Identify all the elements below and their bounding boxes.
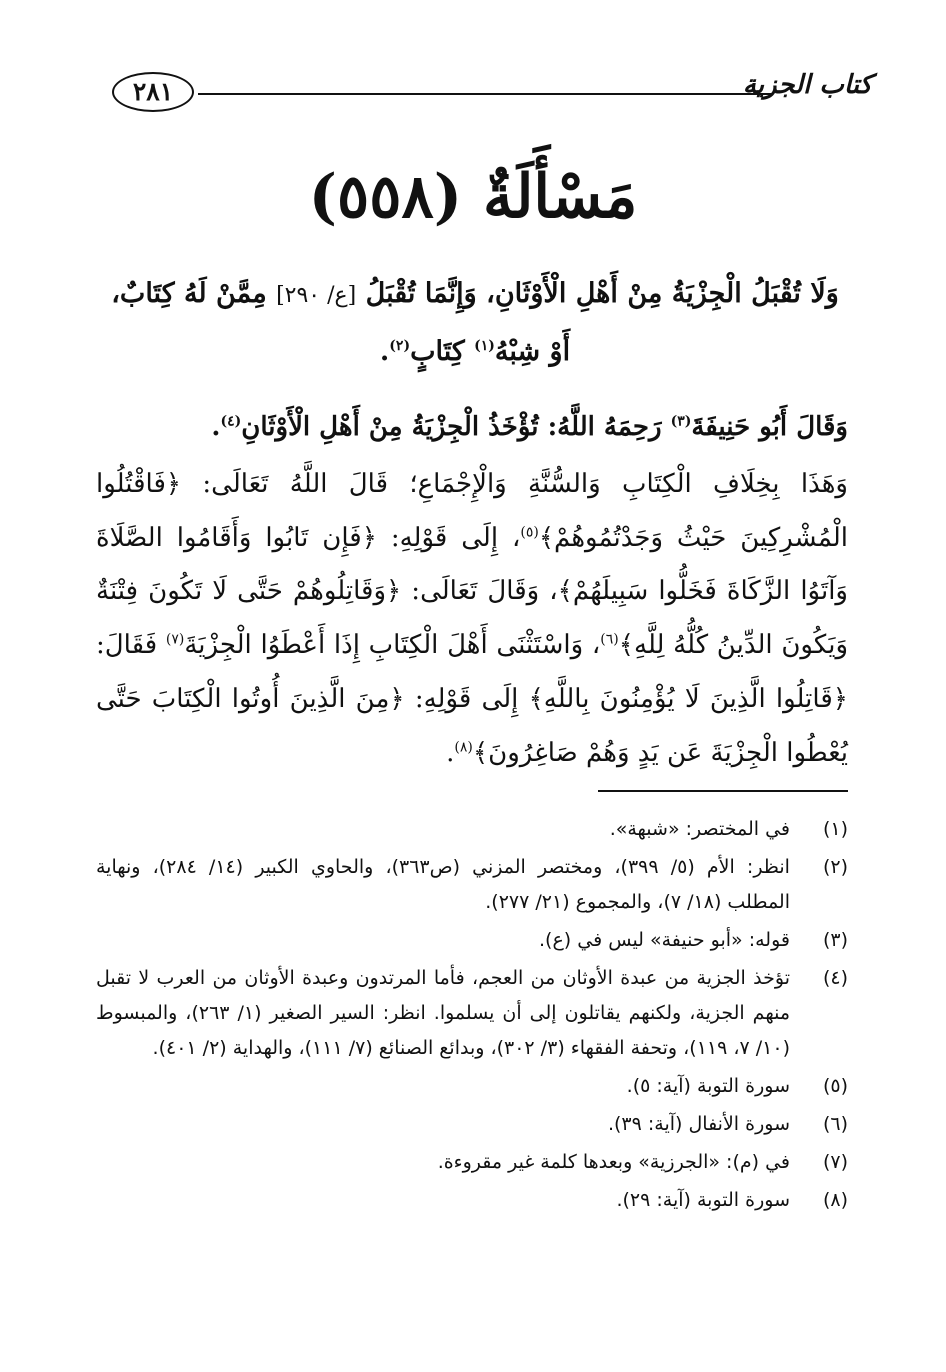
footnote-text: سورة التوبة (آية: ٥). <box>626 1075 790 1097</box>
footnote-ref[interactable]: (٧) <box>165 631 185 648</box>
footnote-item <box>96 812 848 847</box>
footnote-item <box>96 850 848 920</box>
running-header <box>112 68 872 112</box>
footnote-number: (٢) <box>822 856 848 878</box>
statement-text: كِتَابٍ <box>410 336 475 367</box>
book-title: كتاب الجزية <box>742 70 872 100</box>
footnote-separator <box>598 790 848 792</box>
argument-text: وَهَذَا بِخِلَافِ الْكِتَابِ وَالسُّنَّةِ وَالْإِجْمَاعِ؛ قَالَ اللَّهُ تَعَالَى: ﴿فَاقْتُلُوا الْمُشْرِكِينَ حَيْثُ وَجَدْتُمُوهُمْ﴾ <box>96 469 849 553</box>
footnote-ref[interactable]: (٢) <box>389 338 411 354</box>
footnote-text: في (م): «الجرزية» وبعدها كلمة غير مقروءة. <box>437 1151 790 1173</box>
opinion-text: رَحِمَهُ اللَّهُ: تُؤْخَذُ الْجِزْيَةُ مِنْ أَهْلِ الْأَوْثَانِ <box>241 412 671 442</box>
footnote-ref[interactable]: (٦) <box>600 631 619 648</box>
page-number: ٢٨١ <box>112 72 194 112</box>
footnote-text: انظر: الأم (٥/ ٣٩٩)، ومختصر المزني (ص٣٦٣)، والحاوي الكبير (١٤/ ٢٨٤)، ونهاية المطلب (١٨/ ٧)، والمجموع (٢١/ ٢٧٧). <box>96 856 790 913</box>
footnote-number: (٧) <box>822 1151 848 1173</box>
footnote-item <box>96 961 848 1066</box>
statement-text: وَلَا تُقْبَلُ الْجِزْيَةُ مِنْ أَهْلِ الْأَوْثَانِ، وَإِنَّمَا تُقْبَلُ <box>356 278 839 309</box>
footnote-item <box>96 1069 848 1104</box>
header-rule <box>198 93 772 95</box>
argument-paragraph <box>96 458 848 780</box>
argument-text: ، إِلَى قَوْلِهِ: ﴿فَإِن تَابُوا وَأَقَامُوا الصَّلَاةَ وَآتَوُا الزَّكَاةَ فَخَلُّوا سَبِيلَهُمْ﴾، وَقَالَ تَعَالَى: ﴿وَقَاتِلُوهُمْ حَتَّى لَا تَكُونَ فِتْنَةٌ وَيَكُونَ الدِّينُ كُلُّهُ لِلَّهِ﴾ <box>96 522 849 661</box>
footnote-ref[interactable]: (١) <box>474 338 495 354</box>
opinion-end: . <box>211 412 221 442</box>
footnote-ref[interactable]: (٨) <box>454 738 473 755</box>
footnote-number: (٤) <box>822 967 848 989</box>
argument-text: فَقَالَ: ﴿قَاتِلُوا الَّذِينَ لَا يُؤْمِنُونَ بِاللَّهِ﴾ إِلَى قَوْلِهِ: ﴿مِنَ الَّذِينَ أُوتُوا الْكِتَابَ حَتَّى يُعْطُوا الْجِزْيَةَ عَن يَدٍ وَهُمْ صَاغِرُونَ﴾ <box>96 630 848 768</box>
manuscript-marker: [ع/ ٢٩٠] <box>276 283 357 308</box>
footnote-item <box>96 923 848 958</box>
footnote-item <box>96 1107 848 1142</box>
footnote-text: تؤخذ الجزية من عبدة الأوثان من العجم، فأما المرتدون وعبدة الأوثان من العرب لا تقبل منهم الجزية، ولكنهم يقاتلون إلى أن يسلموا. انظر: السير الصغير (١/ ٢٦٣)، والمبسوط (١٠/ ٧، ١١٩)، وتحفة الفقهاء (٣/ ٣٠٢)، وبدائع الصنائع (٧/ ١١١)، والهداية (٢/ ٤٠١). <box>96 967 790 1059</box>
footnote-number: (٨) <box>822 1189 848 1211</box>
footnote-item <box>96 1145 848 1180</box>
footnote-number: (٣) <box>822 929 848 951</box>
footnote-number: (١) <box>822 818 848 840</box>
footnote-number: (٥) <box>822 1075 848 1097</box>
footnote-ref[interactable]: (٥) <box>520 524 539 541</box>
argument-end: . <box>446 737 455 768</box>
issue-title: مَسْأَلَةٌ (٥٥٨) <box>308 162 638 232</box>
main-statement <box>102 266 848 380</box>
footnote-text: في المختصر: «شبهة». <box>609 818 790 840</box>
opinion-paragraph <box>96 402 848 452</box>
footnote-text: سورة التوبة (آية: ٢٩). <box>616 1189 790 1211</box>
statement-text: مِمَّنْ لَهُ كِتَابٌ، أَوْ شِبْهُ <box>111 278 571 367</box>
footnote-item <box>96 1183 848 1218</box>
footnotes-list <box>96 812 848 1221</box>
footnote-ref[interactable]: (٣) <box>670 413 692 430</box>
argument-text: ، وَاسْتَثْنَى أَهْلَ الْكِتَابِ إِذَا أَعْطَوُا الْجِزْيَةَ <box>184 630 601 661</box>
statement-end: . <box>379 336 390 367</box>
footnote-number: (٦) <box>822 1113 848 1135</box>
footnote-text: سورة الأنفال (آية: ٣٩). <box>607 1113 790 1135</box>
footnote-ref[interactable]: (٤) <box>220 413 242 430</box>
footnote-text: قوله: «أبو حنيفة» ليس في (ع). <box>539 929 790 951</box>
opinion-text: وَقَالَ أَبُو حَنِيفَةَ <box>691 412 848 442</box>
